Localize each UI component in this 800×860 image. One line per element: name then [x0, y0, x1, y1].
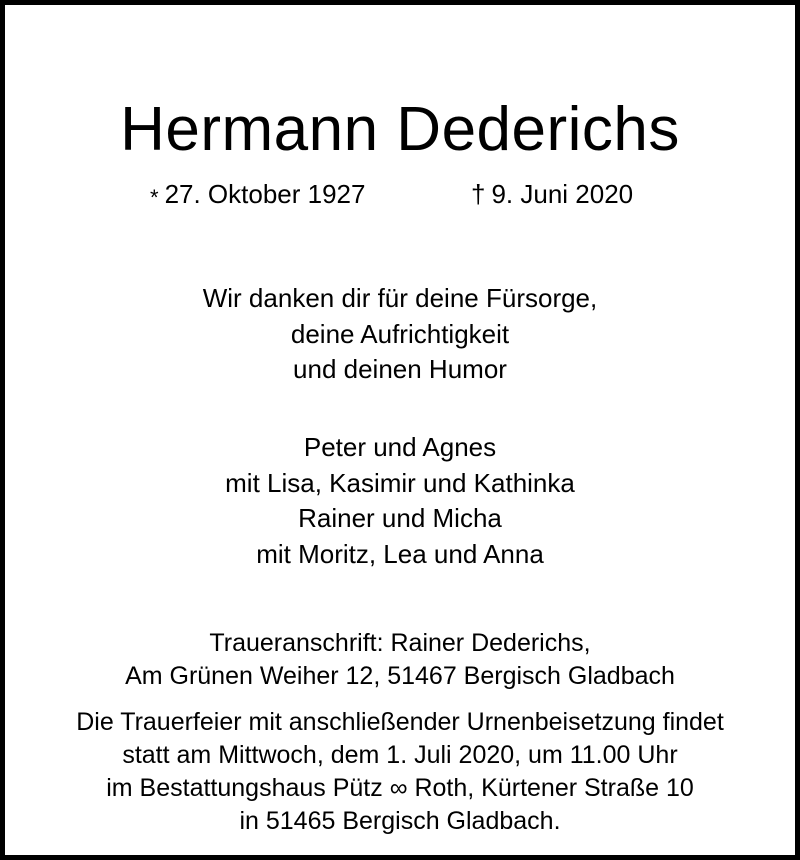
quote-block: [5, 281, 795, 388]
address-line: Traueranschrift: Rainer Dederichs,: [209, 629, 591, 657]
birth-star-icon: *: [150, 185, 159, 210]
death-cross-icon: †: [471, 179, 486, 209]
deceased-name: Hermann Dederichs: [120, 95, 680, 164]
quote-line: Wir danken dir für deine Fürsorge,: [202, 283, 598, 313]
ceremony-line: im Bestattungshaus Pütz ∞ Roth, Kürtener Straße 10: [106, 774, 694, 802]
quote-line: und deinen Humor: [293, 354, 507, 384]
mourning-address: [5, 627, 795, 693]
birth-date-group: [150, 177, 365, 213]
ceremony-info: [5, 706, 795, 838]
family-line: mit Moritz, Lea und Anna: [256, 538, 544, 569]
quote-line: deine Aufrichtigkeit: [290, 318, 510, 349]
family-line: Peter und Agnes: [303, 432, 497, 462]
death-date-group: [471, 177, 633, 211]
ceremony-line: statt am Mittwoch, dem 1. Juli 2020, um 11.00 Uhr: [122, 741, 678, 769]
family-block: [5, 430, 795, 572]
family-line: mit Lisa, Kasimir und Kathinka: [225, 467, 575, 498]
family-line: Rainer und Micha: [298, 503, 502, 533]
ceremony-line: Die Trauerfeier mit anschließender Urnenbeisetzung findet: [76, 708, 724, 736]
address-line: Am Grünen Weiher 12, 51467 Bergisch Gladbach: [125, 662, 675, 690]
birth-date: 27. Oktober 1927: [164, 179, 366, 209]
death-date: 9. Juni 2020: [491, 179, 634, 209]
ceremony-line: in 51465 Bergisch Gladbach.: [239, 807, 561, 835]
